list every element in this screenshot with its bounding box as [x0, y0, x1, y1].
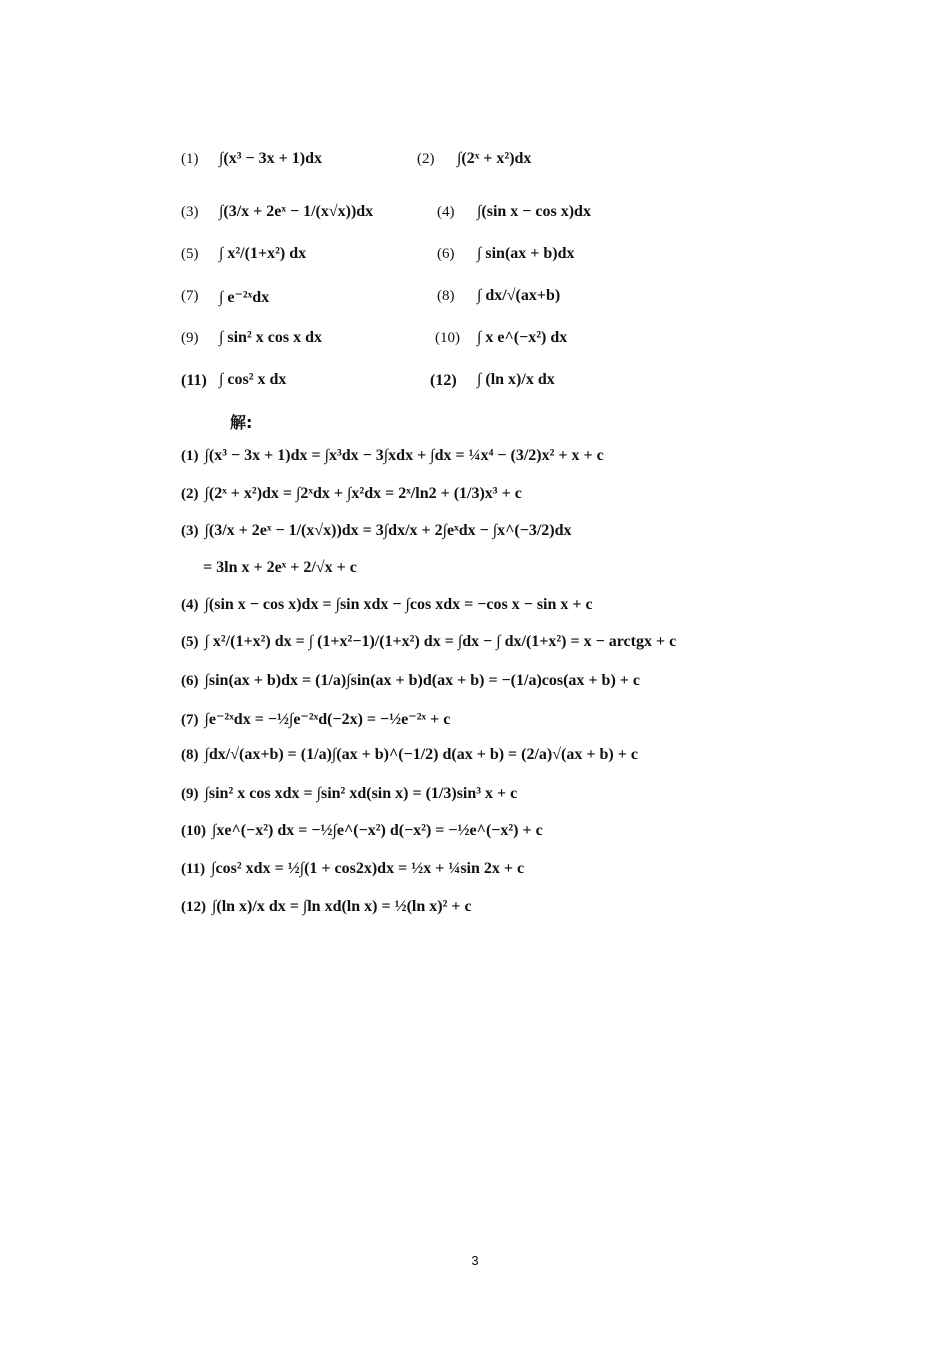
problem-expression: ∫(sin x − cos x)dx [477, 203, 591, 220]
solution-label: (8) [181, 747, 199, 763]
problem-expression: ∫(x³ − 3x + 1)dx [219, 150, 322, 167]
problem-label: (4) [437, 204, 455, 220]
problem-label: (6) [437, 246, 455, 262]
problem-expression: ∫ sin(ax + b)dx [477, 245, 575, 262]
solution-label: (12) [181, 899, 206, 915]
solution-text: = 3ln x + 2eˣ + 2/√x + c [203, 559, 357, 576]
solution-text: ∫sin(ax + b)dx = (1/a)∫sin(ax + b)d(ax + b) = −(1/a)cos(ax + b) + c [204, 672, 640, 689]
solution-text: ∫(sin x − cos x)dx = ∫sin xdx − ∫cos xdx = −cos x − sin x + c [204, 596, 593, 613]
problem-expression: ∫ e⁻²ˣdx [219, 289, 270, 306]
problem-expression: ∫ x e^(−x²) dx [477, 329, 568, 346]
problem-label: (5) [181, 246, 199, 262]
solution-text: ∫(x³ − 3x + 1)dx = ∫x³dx − 3∫xdx + ∫dx = ¼x⁴ − (3/2)x² + x + c [204, 447, 604, 464]
problem-label: (12) [430, 372, 457, 389]
solution-text: ∫(3/x + 2eˣ − 1/(x√x))dx = 3∫dx/x + 2∫eˣdx − ∫x^(−3/2)dx [204, 522, 572, 539]
solution-line [201, 559, 357, 577]
solution-label: (7) [181, 712, 199, 728]
solution-label: (1) [181, 448, 199, 464]
problem-expression: ∫ sin² x cos x dx [219, 329, 322, 346]
problem-expression: ∫ dx/√(ax+b) [477, 287, 561, 304]
solution-label: (9) [181, 786, 199, 802]
problem-label: (8) [437, 288, 455, 304]
solution-line [181, 633, 676, 651]
problem-expression: ∫ cos² x dx [219, 371, 287, 388]
solution-text: ∫(2ˣ + x²)dx = ∫2ˣdx + ∫x²dx = 2ˣ/ln2 + (1/3)x³ + c [204, 485, 522, 502]
solution-text: ∫(ln x)/x dx = ∫ln xd(ln x) = ½(ln x)² + c [212, 898, 472, 915]
solution-line [181, 822, 543, 840]
solution-label: (5) [181, 634, 199, 650]
solution-line [181, 447, 604, 465]
solution-line [181, 485, 522, 503]
problem-expression: ∫(3/x + 2eˣ − 1/(x√x))dx [219, 203, 374, 220]
solution-text: ∫dx/√(ax+b) = (1/a)∫(ax + b)^(−1/2) d(ax + b) = (2/a)√(ax + b) + c [204, 746, 638, 763]
solution-label: (2) [181, 486, 199, 502]
problem-label: (1) [181, 151, 199, 167]
problem-label: (9) [181, 330, 199, 346]
problem-expression: ∫ (ln x)/x dx [477, 371, 555, 388]
solution-line [181, 898, 472, 916]
problem-label: (3) [181, 204, 199, 220]
solution-label: (11) [181, 861, 206, 877]
solution-line [181, 672, 640, 690]
solution-label: (3) [181, 523, 199, 539]
solution-line [181, 709, 450, 729]
solution-label: (10) [181, 823, 206, 839]
problem-label: (11) [181, 372, 207, 389]
page-number: 3 [471, 1253, 479, 1268]
solution-label: (4) [181, 597, 199, 613]
solution-line [181, 596, 593, 614]
solution-header: 解: [230, 413, 253, 432]
solution-line [181, 785, 517, 803]
solution-text: ∫xe^(−x²) dx = −½∫e^(−x²) d(−x²) = −½e^(−x²) + c [212, 822, 543, 839]
problem-label: (2) [417, 151, 435, 167]
problem-label: (10) [435, 330, 460, 346]
solution-text: ∫sin² x cos xdx = ∫sin² xd(sin x) = (1/3)sin³ x + c [204, 785, 518, 802]
solution-line [181, 860, 524, 878]
problem-expression: ∫(2ˣ + x²)dx [457, 150, 532, 167]
solution-line [181, 746, 638, 764]
problem-label: (7) [181, 288, 199, 304]
solution-text: ∫ x²/(1+x²) dx = ∫ (1+x²−1)/(1+x²) dx = ∫dx − ∫ dx/(1+x²) = x − arctgx + c [204, 633, 677, 650]
solution-line [181, 522, 572, 540]
solution-label: (6) [181, 673, 199, 689]
problem-expression: ∫ x²/(1+x²) dx [219, 245, 307, 262]
solution-text: ∫cos² xdx = ½∫(1 + cos2x)dx = ½x + ¼sin 2x + c [211, 860, 525, 877]
solution-text: ∫e⁻²ˣdx = −½∫e⁻²ˣd(−2x) = −½e⁻²ˣ + c [204, 711, 451, 728]
